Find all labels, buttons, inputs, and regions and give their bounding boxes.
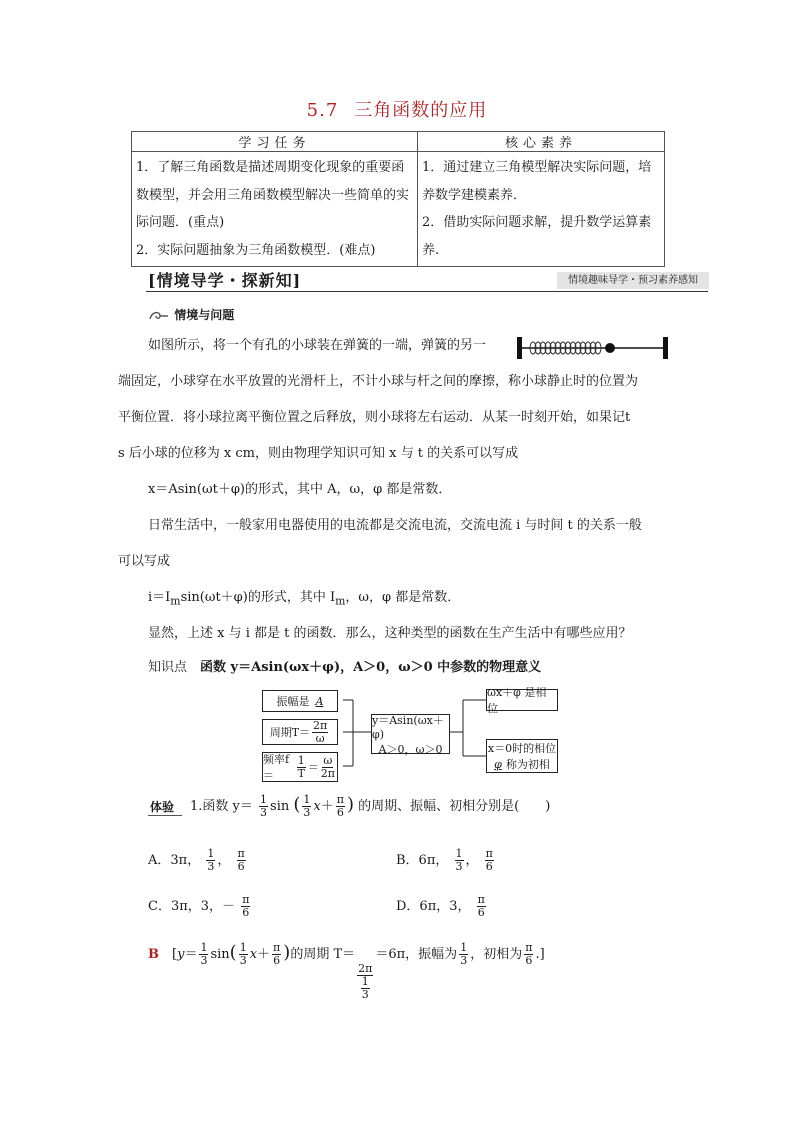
ball [605,343,615,353]
section-number: 5.7 [306,100,339,121]
task-item: 1．了解三角函数是描述周期变化现象的重要函数模型，并会用三角函数模型解决一些简单的实际问题．(重点) [136,160,410,230]
amplitude-box: 振幅是 A [262,690,338,712]
option-d[interactable]: D．6π，3， $\frac{\pi}{6}$ [396,893,485,919]
section-banner-title: [情境导学・探新知] [148,271,302,290]
spring-figure [515,334,675,362]
frequency-box: 频率f＝ $\frac{1}{T}$ ＝ $\frac{\omega}{2\pi}$ [262,752,338,782]
paragraph: 显然，上述 x 与 i 都是 t 的函数．那么，这种类型的函数在生产生活中有哪些应用？ [148,626,632,641]
header-literacy: 核心素养 [418,132,665,152]
option-c[interactable]: C．3π，3，－ $\frac{\pi}{6}$ [148,893,250,919]
paragraph: 如图所示，将一个有孔的小球装在弹簧的一端，弹簧的另一 [148,338,487,353]
period-box: 周期T＝ $\frac{2\pi}{\omega}$ [262,719,338,745]
paragraph: 日常生活中，一般家用电器使用的电流都是交流电流，交流电流 i 与时间 t 的关系一般 [148,518,642,533]
task-item: 2．实际问题抽象为三角函数模型．(难点) [136,242,376,258]
option-b[interactable]: B．6π， $\frac{1}{3}$ ， $\frac{\pi}{6}$ [396,847,493,873]
formula-line: $i=I_m\sin(\omega t+\varphi)$的形式，其中 $I_m$，ω，φ 都是常数． [148,590,461,608]
left-wall [517,337,522,359]
spring-coil [530,342,601,354]
function-box: y＝Asin(ωx＋φ) A＞0，ω＞0 [371,714,450,754]
formula-line: x＝Asin(ωt＋φ)的形式，其中 A，ω，φ 都是常数． [148,482,452,497]
section-banner-tag: 情境趣味导学・预习素养感知 [557,272,709,289]
phase-box: ωx＋φ 是相位 [486,689,558,711]
paragraph: 端固定，小球穿在水平放置的光滑杆上，不计小球与杆之间的摩擦，称小球静止时的位置为 [118,374,639,389]
right-wall [663,337,668,359]
exercise-tag: 体验 [148,798,182,816]
swirl-icon [148,309,170,323]
learning-table [131,131,665,267]
section-title: 三角函数的应用 [354,100,488,121]
initial-phase-box: x＝0时的相位 φ 称为初相 [486,739,558,773]
page-title [0,96,794,122]
literacy-cell [418,152,665,267]
subheading [148,306,234,323]
literacy-item: 1．通过建立三角模型解决实际问题，培养数学建模素养． [422,160,652,203]
subheading-text: 情境与问题 [174,308,235,322]
tasks-cell [132,152,418,267]
header-tasks: 学习任务 [132,132,418,152]
answer-letter: B [148,947,159,962]
paragraph: 平衡位置．将小球拉离平衡位置之后释放，则小球将左右运动．从某一时刻开始，如果记t [118,410,631,425]
literacy-item: 2．借助实际问题求解，提升数学运算素养. [422,215,652,258]
paragraph: 可以写成 [118,554,171,569]
knowledge-point: 知识点 函数 y＝Asin(ωx＋φ)，A＞0，ω＞0 中参数的物理意义 [148,660,542,675]
paragraph: s 后小球的位移为 x cm，则由物理学知识可知 x 与 t 的关系可以写成 [118,446,519,461]
exercise-question: 1.函数 y＝ $\frac{1}{3}$ sin ( $\frac{1}{3}$ x＋ $\frac{\pi}{6}$ ) 的周期、振幅、初相分别是( ) [190,793,551,819]
answer-explanation: B [y＝ $\frac{1}{3}$ sin( $\frac{1}{3}$ x＋ $\frac{\pi}{6}$ )的周期 T＝ $\frac{2\pi}{\frac{1}{3}}$ ＝6π，振幅为 $\frac{1}{3}$ ，初相为 $\frac{\pi}{6}$ .] [148,941,545,1001]
option-a[interactable]: A．3π， $\frac{1}{3}$ ， $\frac{\pi}{6}$ [148,847,245,873]
